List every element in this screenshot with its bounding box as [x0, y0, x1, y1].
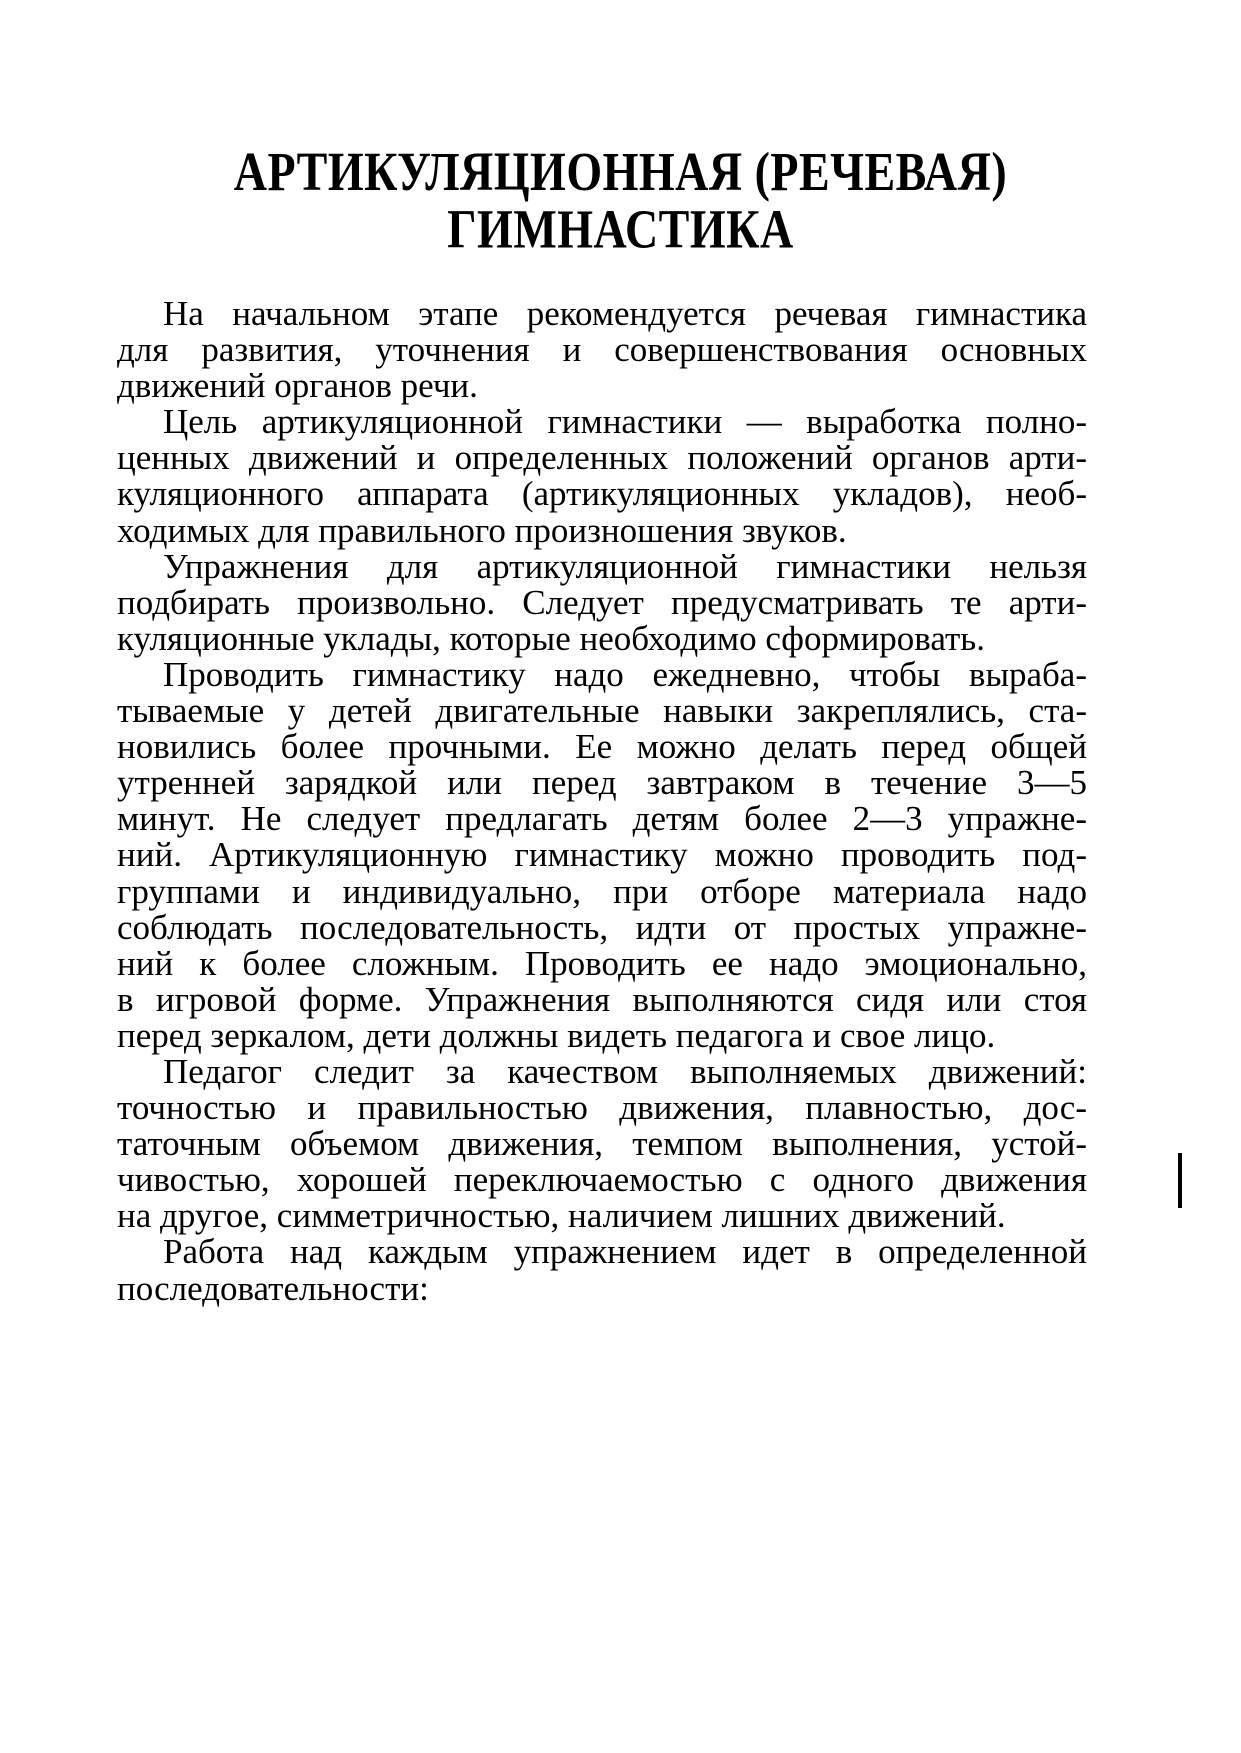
text-line: в игровой форме. Упражнения выполняются сидя или стоя — [117, 979, 1087, 1019]
paragraph-6 — [117, 1234, 1087, 1306]
paragraph-3 — [117, 546, 1087, 658]
text-line: куляционные уклады, которые необходимо сформировать. — [117, 618, 986, 658]
text-line: На начальном этапе рекомендуется речевая гимнастика — [163, 294, 1087, 333]
text-line: ний к более сложным. Проводить ее надо эмоционально, — [117, 943, 1087, 983]
text-line: утренней зарядкой или перед завтраком в течение 3—5 — [117, 763, 1087, 803]
text-line: для развития, уточнения и совершенствования основных — [117, 330, 1087, 370]
scan-artifact-line — [1178, 1153, 1182, 1208]
text-line: таточным объемом движения, темпом выполнения, устой- — [117, 1124, 1087, 1164]
text-line: ний. Артикуляционную гимнастику можно проводить под- — [117, 835, 1087, 875]
text-line: ходимых для правильного произношения звуков. — [117, 510, 847, 550]
text-line: движений органов речи. — [117, 366, 478, 406]
page-title-line-2: ГИМНАСТИКА — [447, 198, 794, 260]
text-line: Упражнения для артикуляционной гимнастики нельзя — [163, 546, 1087, 586]
page-title — [0, 140, 1241, 260]
text-line: Цель артикуляционной гимнастики — выработка полно- — [163, 402, 1087, 442]
body-text — [117, 296, 1087, 1307]
text-line: последовательности: — [117, 1268, 429, 1308]
text-line: соблюдать последовательность, идти от простых упражне- — [117, 907, 1087, 947]
text-line: Работа над каждым упражнением идет в определенной — [163, 1232, 1087, 1272]
text-line: на другое, симметричностью, наличием лишних движений. — [117, 1196, 1006, 1236]
text-line: куляционного аппарата (артикуляционных укладов), необ- — [117, 474, 1087, 514]
paragraph-4 — [117, 654, 1087, 1055]
text-line: Проводить гимнастику надо ежедневно, чтобы выраба- — [163, 654, 1087, 694]
page-title-line-1: АРТИКУЛЯЦИОННАЯ (РЕЧЕВАЯ) — [233, 140, 1008, 202]
text-line: Педагог следит за качеством выполняемых движений: — [163, 1051, 1087, 1091]
text-line: ценных движений и определенных положений органов арти- — [117, 438, 1087, 478]
text-line: минут. Не следует предлагать детям более 2—3 упражне- — [117, 799, 1087, 839]
text-line: точностью и правильностью движения, плавностью, дос- — [117, 1088, 1087, 1128]
text-line: перед зеркалом, дети должны видеть педагога и свое лицо. — [117, 1015, 996, 1055]
text-line: чивостью, хорошей переключаемостью с одного движения — [117, 1160, 1087, 1200]
paragraph-2 — [117, 404, 1087, 548]
text-line: подбирать произвольно. Следует предусматривать те арти- — [117, 582, 1087, 622]
text-line: тываемые у детей двигательные навыки закреплялись, ста- — [117, 691, 1087, 731]
paragraph-1 — [117, 296, 1087, 404]
text-line: группами и индивидуально, при отборе материала надо — [117, 871, 1087, 911]
paragraph-5 — [117, 1051, 1087, 1236]
text-line: новились более прочными. Ее можно делать перед общей — [117, 727, 1087, 767]
